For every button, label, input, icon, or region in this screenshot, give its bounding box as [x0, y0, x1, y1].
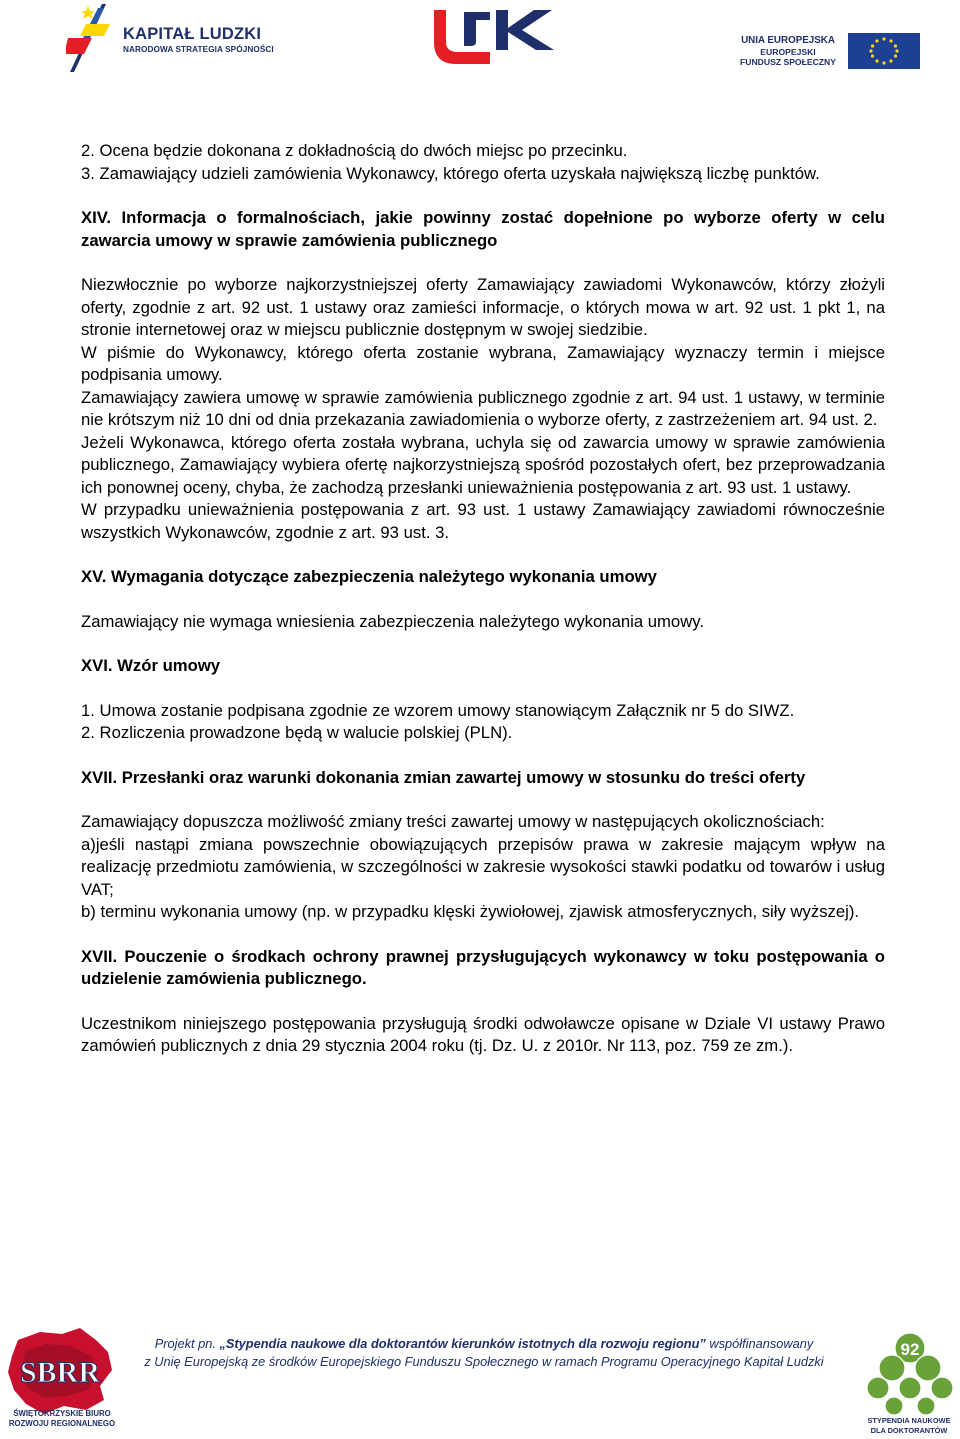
svg-text:SBRR: SBRR: [19, 1356, 101, 1389]
uk-logo: [430, 6, 562, 64]
section-xvi-heading: XVI. Wzór umowy: [81, 656, 221, 675]
page-footer: [0, 1320, 960, 1439]
section-xv-heading: XV. Wymagania dotyczące zabezpieczenia należytego wykonania umowy: [81, 567, 657, 586]
kapital-ludzki-icon: [66, 2, 126, 74]
project-funding-line2: z Unię Europejską ze środków Europejskiego Funduszu Społecznego w ramach Programu Operacyjnego Kapitał Ludzki: [144, 1353, 824, 1369]
section-xvii-a-paragraph-2: a)jeśli nastąpi zmiana powszechnie obowiązujących przepisów prawa w zakresie mającym wpływ na realizację przedmiotu zamówienia, w szczególności w zakresie wysokości stawki podatku od towarów i usług VAT;: [81, 834, 885, 899]
eu-label-line2: EUROPEJSKI: [760, 46, 816, 57]
svg-text:92: 92: [900, 1340, 920, 1359]
eu-label-line1: UNIA EUROPEJSKA: [741, 35, 835, 46]
eu-label-line3: FUNDUSZ SPOŁECZNY: [740, 57, 836, 67]
section-xiv-paragraph-2: W piśmie do Wykonawcy, którego oferta zostanie wybrana, Zamawiający wyznaczy termin i miejsce podpisania umowy.: [81, 342, 885, 384]
kapital-ludzki-title: KAPITAŁ LUDZKI: [123, 25, 262, 43]
stypendia-caption-line2: DLA DOKTORANTÓW: [870, 1426, 948, 1435]
project-funding-line1: [104, 1335, 864, 1353]
section-xvii-a-paragraph-3: b) terminu wykonania umowy (np. w przypadku klęski żywiołowej, zjawisk atmosferycznych, siły wyższej).: [81, 902, 860, 921]
stypendia-caption-line1: STYPENDIA NAUKOWE: [867, 1416, 951, 1425]
section-xiv-paragraph-1: Niezwłocznie po wyborze najkorzystniejszej oferty Zamawiający zawiadomi Wykonawców, którzy złożyli oferty, zgodnie z art. 92 ust. 1 ustawy oraz zamieści informacje, o których mowa w art. 92 ust. 1 pkt 1, na stronie internetowej oraz w miejscu publicznie dostępnym w swojej siedzibie.: [81, 275, 885, 339]
kapital-ludzki-logo: [66, 2, 276, 74]
section-xvii-a-paragraph-1: Zamawiający dopuszcza możliwość zmiany treści zawartej umowy w następujących okolicznościach:: [81, 812, 825, 831]
project-prefix: Projekt pn.: [154, 1336, 220, 1351]
sbrr-caption-line2: ROZWOJU REGIONALNEGO: [8, 1419, 116, 1428]
section-xiv-heading: XIV. Informacja o formalnościach, jakie powinny zostać dopełnione po wyborze oferty w celu zawarcia umowy w sprawie zamówienia publicznego: [81, 208, 885, 250]
section-xv-paragraph-1: Zamawiający nie wymaga wniesienia zabezpieczenia należytego wykonania umowy.: [81, 611, 705, 631]
sbrr-map-icon: [0, 1326, 120, 1416]
criteria-point-3: 3. Zamawiający udzieli zamówienia Wykonawcy, którego oferta uzyskała największą liczbę punktów.: [81, 163, 820, 183]
section-xvii-b-heading: XVII. Pouczenie o środkach ochrony prawnej przysługujących wykonawcy w toku postępowania o udzielenie zamówienia publicznego.: [81, 946, 885, 988]
section-xiv-paragraph-4: Jeżeli Wykonawca, którego oferta została wybrana, uchyla się od zawarcia umowy w sprawie zamówienia publicznego, Zamawiający wybiera ofertę najkorzystniejszą spośród pozostałych ofert, bez przeprowadzania ich ponownej oceny, chyba, że zachodzą przesłanki unieważnienia postępowania z art. 93 ust. 1 ustawy.: [81, 432, 885, 497]
project-title: „Stypendia naukowe dla doktorantów kierunków istotnych dla rozwoju regionu”: [219, 1336, 706, 1351]
section-xiv-paragraph-5: W przypadku unieważnienia postępowania z art. 93 ust. 1 ustawy Zamawiający zawiadomi równocześnie wszystkich Wykonawców, zgodnie z art. 93 ust. 3.: [81, 500, 885, 542]
criteria-point-2: 2. Ocena będzie dokonana z dokładnością do dwóch miejsc po przecinku.: [81, 141, 628, 160]
eu-flag-icon: [848, 33, 920, 69]
stypendia-icon: [858, 1328, 960, 1416]
page-header: [0, 0, 960, 80]
sbrr-caption-line1: ŚWIĘTOKRZYSKIE BIURO: [13, 1409, 111, 1418]
kapital-ludzki-subtitle: NARODOWA STRATEGIA SPÓJNOŚCI: [123, 45, 274, 54]
project-funding-note: [104, 1335, 864, 1370]
section-xvi-paragraph-2: 2. Rozliczenia prowadzone będą w walucie polskiej (PLN).: [81, 723, 513, 742]
uk-logo-icon: [430, 6, 562, 64]
section-xiv-paragraph-3: Zamawiający zawiera umowę w sprawie zamówienia publicznego zgodnie z art. 94 ust. 1 ustawy, w terminie nie krótszym niż 10 dni od dnia przekazania zawiadomienia o wyborze oferty, z zastrzeżeniem art. 94 ust. 2.: [81, 387, 885, 429]
section-xvi-paragraph-1: 1. Umowa zostanie podpisana zgodnie ze wzorem umowy stanowiącym Załącznik nr 5 do SIWZ.: [81, 700, 795, 720]
project-suffix: współfinansowany: [705, 1336, 814, 1351]
eu-logo: [730, 28, 925, 72]
section-xvii-a-heading: XVII. Przesłanki oraz warunki dokonania zmian zawartej umowy w stosunku do treści oferty: [81, 767, 806, 787]
section-xvii-b-paragraph-1: Uczestnikom niniejszego postępowania przysługują środki odwoławcze opisane w Dziale VI ustawy Prawo zamówień publicznych z dnia 29 stycznia 2004 roku (tj. Dz. U. z 2010r. Nr 113, poz. 759 ze zm.).: [81, 1013, 885, 1055]
document-body: [81, 140, 885, 1058]
